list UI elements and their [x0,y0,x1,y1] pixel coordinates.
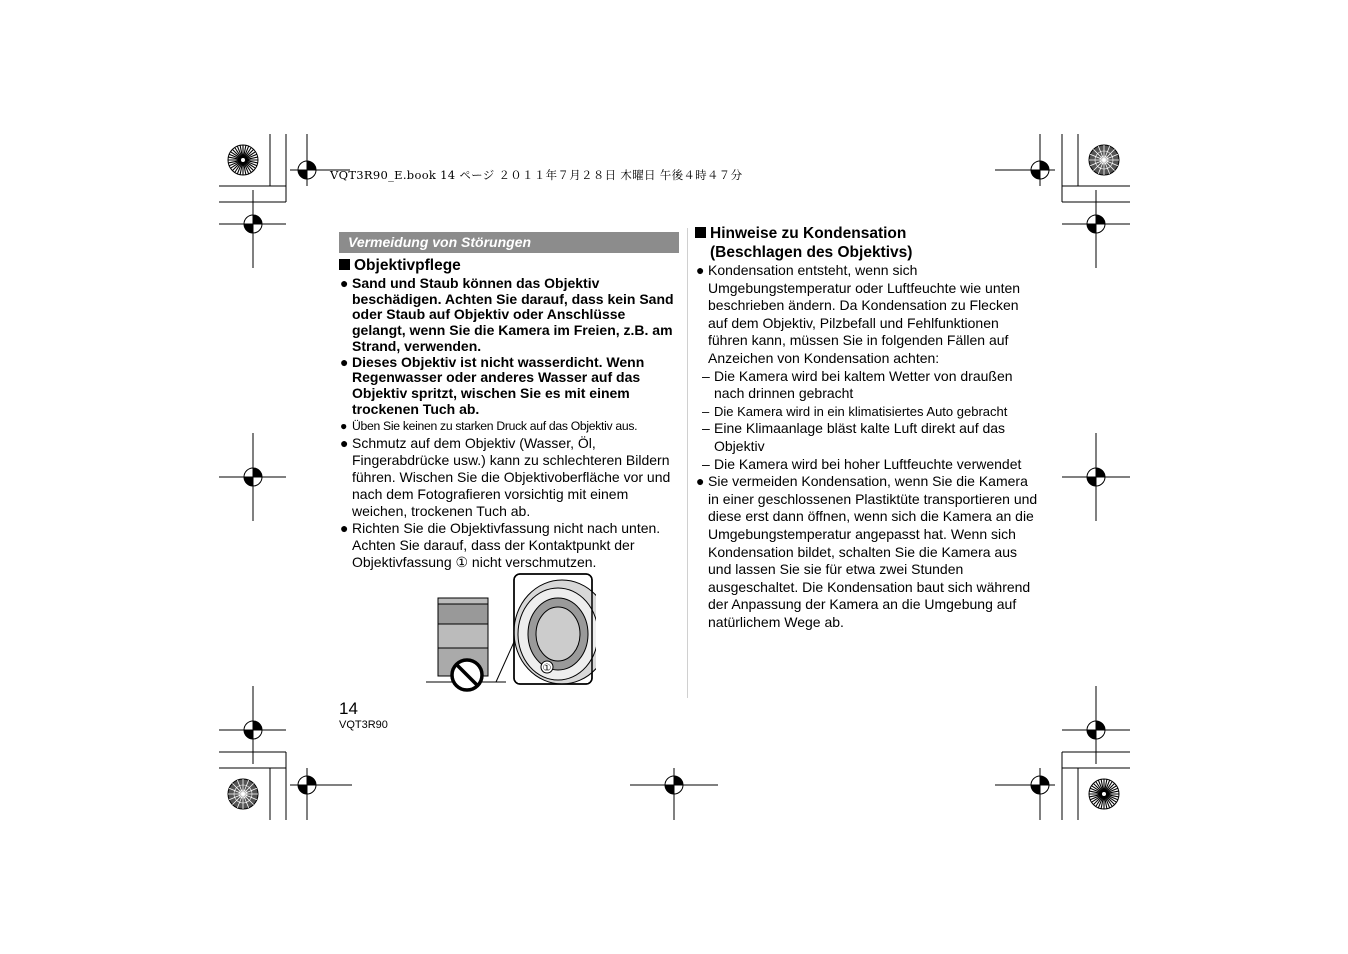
bullet-dot-icon: ● [340,353,349,370]
list-item: ● Sie vermeiden Kondensation, wenn Sie die Kamera in einer geschlossenen Plastiktüte transportieren und diese erst dann öffnen, wenn sich die Kamera an die Umgebungstemperatur angepasst hat. Wenn sich Kondensation bildet, schalten Sie die Kamera aus und lassen Sie sie für etwa zwei Stunden ausgeschaltet. Die Kondensation baut sich während der Anpassung der Kamera an die Umgebung auf natürlichem Wege ab. [696,473,1038,630]
model-code: VQT3R90 [339,719,388,731]
bullet-dot-icon: ● [696,262,705,278]
right-body [695,262,1041,631]
list-item: ● Richten Sie die Objektivfassung nicht nach unten. Achten Sie darauf, dass der Kontaktpunkt der Objektivfassung ① nicht verschmutzen. [340,519,661,570]
bullet-dot-icon: ● [340,519,349,536]
left-body [339,276,679,570]
lens-illustration [426,572,596,694]
left-heading-text: Objektivpflege [354,257,461,274]
dash-item: – Eine Klimaanlage bläst kalte Luft direkt auf das Objektiv [702,420,1006,454]
page-number: 14 [339,699,358,718]
dash-list [695,368,1041,474]
dash-item: – Die Kamera wird in ein klimatisiertes Auto gebracht [702,403,1008,419]
square-bullet-icon [695,227,706,238]
print-header: VQT3R90_E.book 14 ページ ２０１１年７月２８日 木曜日 午後４時４７分 [330,168,743,182]
section-banner: Vermeidung von Störungen [339,232,679,253]
dash-item: – Die Kamera wird bei hoher Luftfeuchte verwendet [702,455,1022,472]
square-bullet-icon [339,259,350,270]
list-item: ● Üben Sie keinen zu starken Druck auf das Objektiv aus. [340,419,638,434]
left-heading [339,256,461,275]
list-item: ● Schmutz auf dem Objektiv (Wasser, Öl, Fingerabdrücke usw.) kann zu schlechteren Bildern führen. Wischen Sie die Objektivoberfläche vor und nach dem Fotografieren vorsichtig mit einem weichen, trockenen Tuch ab. [340,435,671,519]
right-heading: Hinweise zu Kondensation (Beschlagen des Objektivs) [695,224,1040,262]
bullet-dot-icon: ● [340,275,349,291]
bullet-dot-icon: ● [340,435,349,452]
list-item: ● Dieses Objektiv ist nicht wasserdicht. Wenn Regenwasser oder anderes Wasser auf das Objektiv spritzt, wischen Sie es mit einem trockenen Tuch ab. [340,353,645,417]
list-item: ● Kondensation entsteht, wenn sich Umgebungstemperatur oder Luftfeuchte wie unten beschrieben ändern. Da Kondensation zu Flecken auf dem Objektiv, Pilzbefall und Fehlfunktionen führen kann, müssen Sie in folgenden Fällen auf Anzeichen von Kondensation achten: [696,262,1021,366]
dash-item: – Die Kamera wird bei kaltem Wetter von draußen nach drinnen gebracht [702,367,1013,402]
bullet-dot-icon: ● [696,473,705,490]
bullet-dot-icon: ● [340,419,348,434]
column-divider [687,228,688,698]
callout-label: ① [542,663,552,674]
list-item: ● Sand und Staub können das Objektiv beschädigen. Achten Sie darauf, dass kein Sand oder Staub auf Objektiv oder Anschlüsse gelangt, wenn Sie die Kamera im Freien, z.B. am Strand, verwenden. [340,275,674,354]
